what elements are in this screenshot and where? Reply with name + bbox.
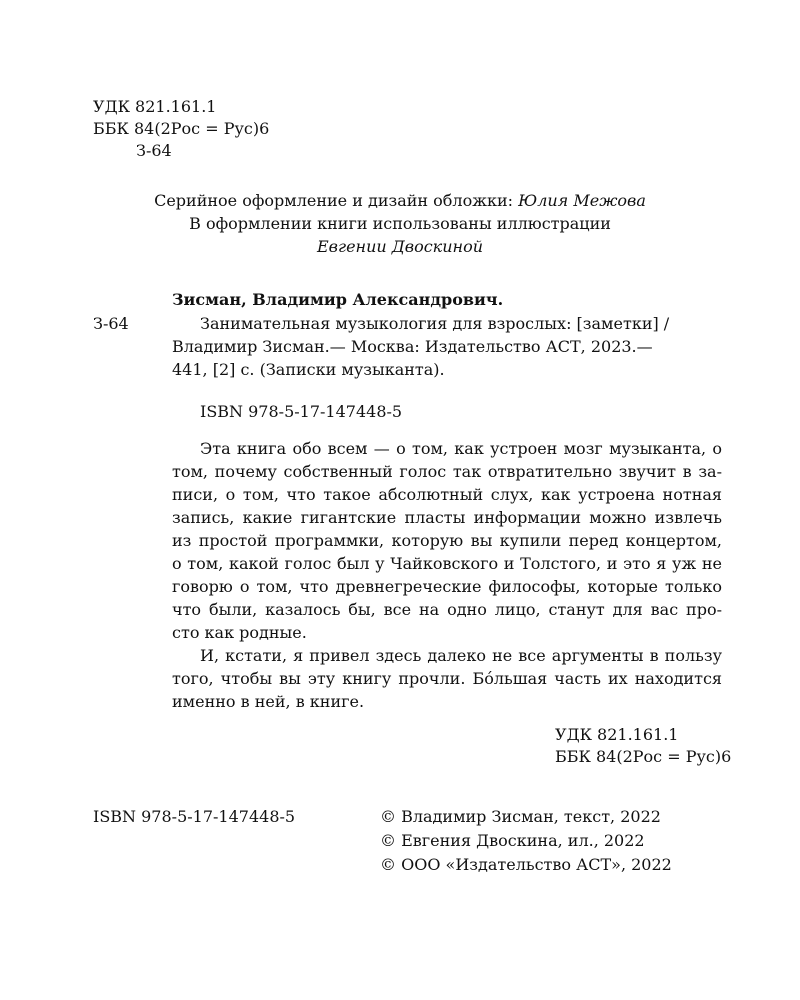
- cover-design-label: Серийное оформление и дизайн обложки:: [154, 191, 519, 210]
- illustrations-credit: В оформлении книги использованы иллюстрации: [189, 214, 611, 233]
- annotation-line: Эта книга обо всем — о том, как устроен мозг музыканта, о: [200, 439, 722, 458]
- udk-code-top: УДК 821.161.1: [93, 97, 217, 116]
- annotation-line: писи, о том, что такое абсолютный слух, как устроена нотная: [172, 485, 722, 504]
- footer-isbn: ISBN 978-5-17-147448-5: [93, 807, 296, 826]
- catalog-isbn: ISBN 978-5-17-147448-5: [200, 402, 403, 421]
- annotation-line: И, кстати, я привел здесь далеко не все аргументы в пользу: [200, 646, 722, 665]
- catalog-description-line: Занимательная музыкология для взрослых: [заметки] /: [200, 314, 670, 333]
- cover-design-credit: [0, 190, 800, 212]
- copyright-line: © ООО «Издательство АСТ», 2022: [380, 855, 672, 874]
- annotation-line: сто как родные.: [172, 623, 307, 642]
- annotation-line: о том, какой голос был у Чайковского и Толстого, и это я уж не: [172, 554, 722, 573]
- udk-code-bottom: УДК 821.161.1: [555, 725, 679, 744]
- catalog-author-mark: З-64: [93, 314, 129, 333]
- illustrator-name: Евгении Двоскиной: [316, 237, 484, 256]
- bbk-code-bottom: ББК 84(2Рос = Рус)6: [555, 747, 732, 766]
- annotation-line: именно в ней, в книге.: [172, 692, 365, 711]
- catalog-description-line: Владимир Зисман.— Москва: Издательство АСТ, 2023.—: [172, 337, 653, 356]
- annotation-line: что были, казалось бы, все на одно лицо, станут для вас про-: [172, 600, 722, 619]
- annotation-line: говорю о том, что древнегреческие философы, которые только: [172, 577, 722, 596]
- catalog-description-line: 441, [2] с. (Записки музыканта).: [172, 360, 445, 379]
- cover-designer-name: Юлия Межова: [518, 191, 646, 210]
- catalog-author-heading: Зисман, Владимир Александрович.: [172, 290, 504, 309]
- annotation-line: запись, какие гигантские пласты информации можно извлечь: [172, 508, 722, 527]
- annotation-line: из простой программки, которую вы купили перед концертом,: [172, 531, 722, 550]
- bbk-code-top: ББК 84(2Рос = Рус)6: [93, 119, 270, 138]
- author-mark-top: З-64: [136, 141, 172, 160]
- annotation-line: того, чтобы вы эту книгу прочли. Бóльшая часть их находится: [172, 669, 722, 688]
- annotation-line: том, почему собственный голос так отвратительно звучит в за-: [172, 462, 722, 481]
- copyright-line: © Евгения Двоскина, ил., 2022: [380, 831, 645, 850]
- copyright-line: © Владимир Зисман, текст, 2022: [380, 807, 661, 826]
